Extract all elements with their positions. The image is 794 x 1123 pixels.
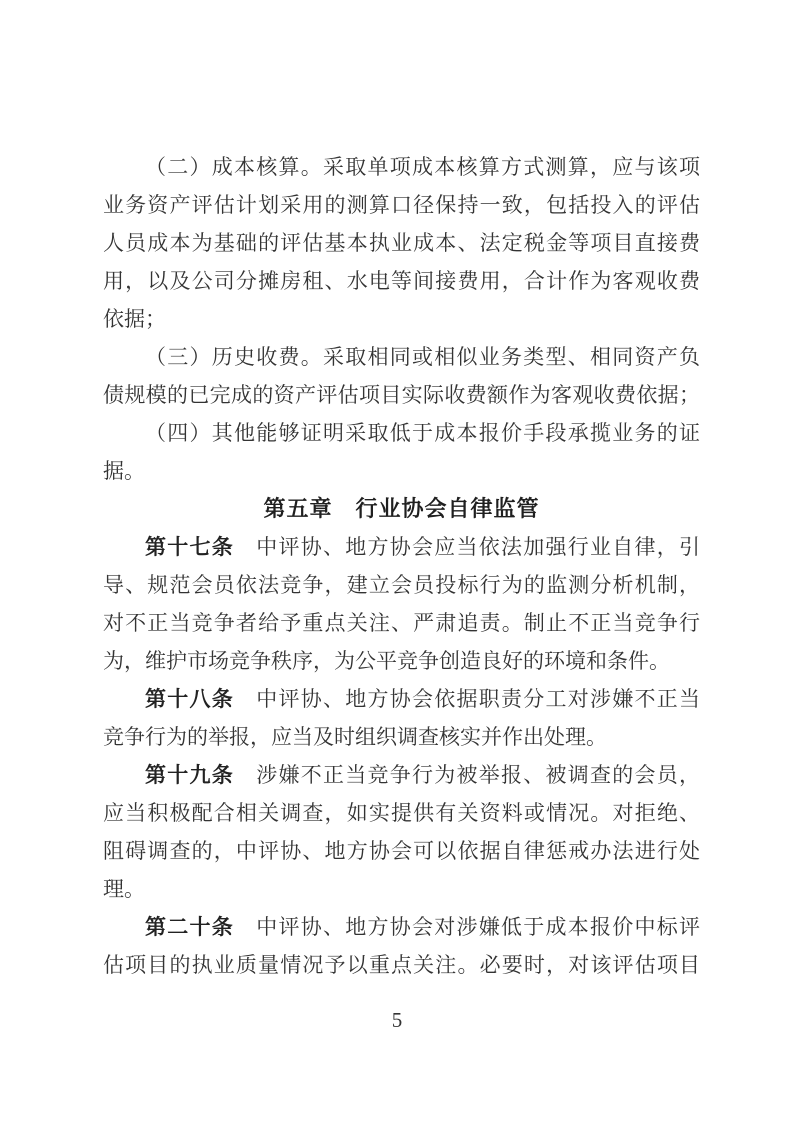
chapter-heading: 第五章 行业协会自律监管 xyxy=(263,496,540,521)
text-line xyxy=(103,224,700,262)
line-text: （三）历史收费。采取相同或相似业务类型、相同资产负 xyxy=(145,345,700,369)
page-number: 5 xyxy=(391,1008,403,1032)
text-line xyxy=(103,148,700,186)
line-text: 用，以及公司分摊房租、水电等间接费用，合计作为客观收费 xyxy=(103,269,700,293)
line-text: 为，维护市场竞争秩序，为公平竞争创造良好的环境和条件。 xyxy=(103,649,670,673)
text-line xyxy=(103,756,700,794)
line-text: 竞争行为的举报，应当及时组织调查核实并作出处理。 xyxy=(103,725,607,749)
text-line xyxy=(103,680,700,718)
text-line xyxy=(103,452,700,490)
line-text: 阻碍调查的，中评协、地方协会可以依据自律惩戒办法进行处 xyxy=(103,839,700,863)
line-text: 据。 xyxy=(103,459,145,483)
line-text: 业务资产评估计划采用的测算口径保持一致，包括投入的评估 xyxy=(103,193,700,217)
text-line xyxy=(103,262,700,300)
text-line xyxy=(103,376,700,414)
line-text: 理。 xyxy=(103,877,145,901)
article-number: 第十七条 xyxy=(145,536,234,559)
article-number: 第十九条 xyxy=(145,764,234,787)
article-number: 第二十条 xyxy=(145,916,234,939)
text-line xyxy=(103,300,700,338)
line-text: 依据； xyxy=(103,307,166,331)
text-line xyxy=(103,414,700,452)
text-line xyxy=(103,794,700,832)
text-line xyxy=(103,528,700,566)
text-line xyxy=(103,870,700,908)
text-line xyxy=(103,604,700,642)
article-number: 第十八条 xyxy=(145,688,234,711)
line-text: 中评协、地方协会对涉嫌低于成本报价中标评 xyxy=(234,915,700,939)
document-body xyxy=(103,148,700,984)
text-line xyxy=(103,642,700,680)
line-text: 债规模的已完成的资产评估项目实际收费额作为客观收费依据； xyxy=(103,383,700,407)
text-line xyxy=(103,338,700,376)
line-text: 中评协、地方协会依据职责分工对涉嫌不正当 xyxy=(234,687,700,711)
text-line xyxy=(103,718,700,756)
line-text: 导、规范会员依法竞争，建立会员投标行为的监测分析机制， xyxy=(103,573,700,597)
line-text: 人员成本为基础的评估基本执业成本、法定税金等项目直接费 xyxy=(103,231,700,255)
line-text: （四）其他能够证明采取低于成本报价手段承揽业务的证 xyxy=(145,421,700,445)
line-text: 应当积极配合相关调查，如实提供有关资料或情况。对拒绝、 xyxy=(103,801,700,825)
line-text: 中评协、地方协会应当依法加强行业自律，引 xyxy=(234,535,700,559)
line-text: （二）成本核算。采取单项成本核算方式测算，应与该项 xyxy=(145,155,700,179)
text-line xyxy=(103,946,700,984)
line-text: 估项目的执业质量情况予以重点关注。必要时，对该评估项目 xyxy=(103,953,700,977)
line-text: 涉嫌不正当竞争行为被举报、被调查的会员， xyxy=(234,763,700,787)
text-line xyxy=(103,186,700,224)
line-text: 对不正当竞争者给予重点关注、严肃追责。制止不正当竞争行 xyxy=(103,611,700,635)
text-line xyxy=(103,908,700,946)
text-line xyxy=(103,566,700,604)
text-line xyxy=(103,832,700,870)
